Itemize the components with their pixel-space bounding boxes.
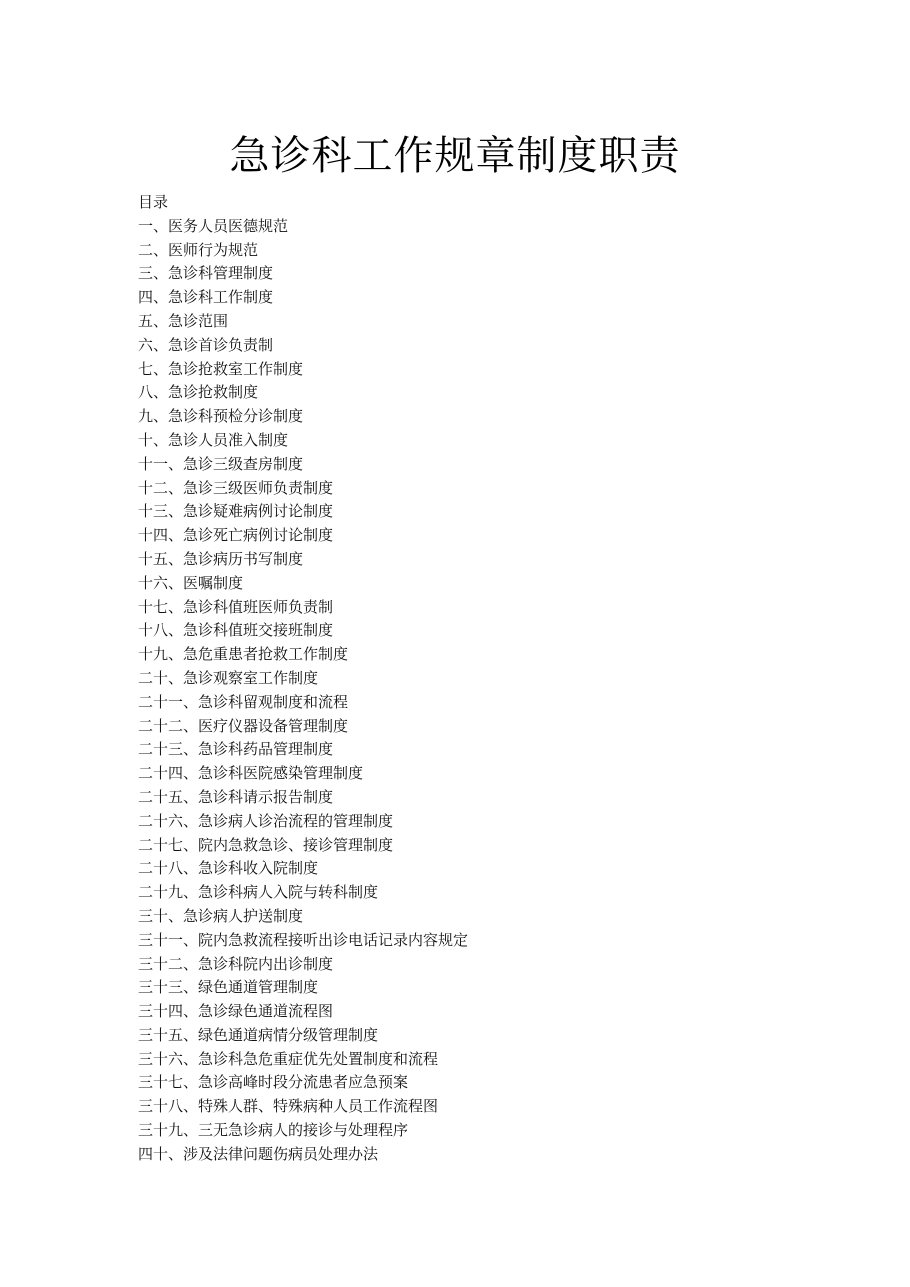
toc-item: 二十三、急诊科药品管理制度 [138,740,334,759]
toc-item: 二十七、院内急救急诊、接诊管理制度 [138,835,394,854]
toc-item: 二十二、医疗仪器设备管理制度 [138,716,349,735]
toc-item: 二十六、急诊病人诊治流程的管理制度 [138,811,394,830]
toc-item: 三十一、院内急救流程接听出诊电话记录内容规定 [138,930,469,949]
toc-item: 十一、急诊三级查房制度 [138,454,304,473]
toc-item: 三十三、绿色通道管理制度 [138,978,319,997]
toc-item: 三十、急诊病人护送制度 [138,906,304,925]
toc-item: 十八、急诊科值班交接班制度 [138,621,334,640]
toc-item: 八、急诊抢救制度 [138,383,259,402]
toc-item: 三十七、急诊高峰时段分流患者应急预案 [138,1073,409,1092]
toc-item: 三十四、急诊绿色通道流程图 [138,1002,334,1021]
toc-item: 十七、急诊科值班医师负责制 [138,597,334,616]
document-title: 急诊科工作规章制度职责 [229,133,681,179]
toc-item: 一、医务人员医德规范 [138,216,289,235]
toc-item: 四十、涉及法律问题伤病员处理办法 [138,1144,379,1163]
toc-item: 三十五、绿色通道病情分级管理制度 [138,1025,379,1044]
toc-item: 二十四、急诊科医院感染管理制度 [138,764,364,783]
toc-item: 三、急诊科管理制度 [138,264,274,283]
toc-item: 三十八、特殊人群、特殊病种人员工作流程图 [138,1097,439,1116]
toc-item: 四、急诊科工作制度 [138,288,274,307]
toc-item: 三十九、三无急诊病人的接诊与处理程序 [138,1121,409,1140]
toc-item: 七、急诊抢救室工作制度 [138,359,304,378]
toc-item: 二十一、急诊科留观制度和流程 [138,692,349,711]
toc-item: 十九、急危重患者抢救工作制度 [138,645,349,664]
toc-item: 二十、急诊观察室工作制度 [138,668,319,687]
toc-item: 十五、急诊病历书写制度 [138,549,304,568]
toc-heading: 目录 [138,193,169,211]
toc-item: 二十九、急诊科病人入院与转科制度 [138,883,379,902]
toc-item: 十二、急诊三级医师负责制度 [138,478,334,497]
toc-item: 二十八、急诊科收入院制度 [138,859,319,878]
toc-item: 二十五、急诊科请示报告制度 [138,787,334,806]
toc-item: 十六、医嘱制度 [138,573,244,592]
table-of-contents [138,191,778,1167]
toc-item: 十、急诊人员准入制度 [138,430,289,449]
toc-item: 五、急诊范围 [138,311,229,330]
toc-item: 三十二、急诊科院内出诊制度 [138,954,334,973]
toc-item: 十四、急诊死亡病例讨论制度 [138,526,334,545]
toc-item: 二、医师行为规范 [138,240,259,259]
toc-item: 六、急诊首诊负责制 [138,335,274,354]
toc-item: 九、急诊科预检分诊制度 [138,407,304,426]
toc-item: 三十六、急诊科急危重症优先处置制度和流程 [138,1049,439,1068]
toc-item: 十三、急诊疑难病例讨论制度 [138,502,334,521]
toc-list [138,215,778,1167]
